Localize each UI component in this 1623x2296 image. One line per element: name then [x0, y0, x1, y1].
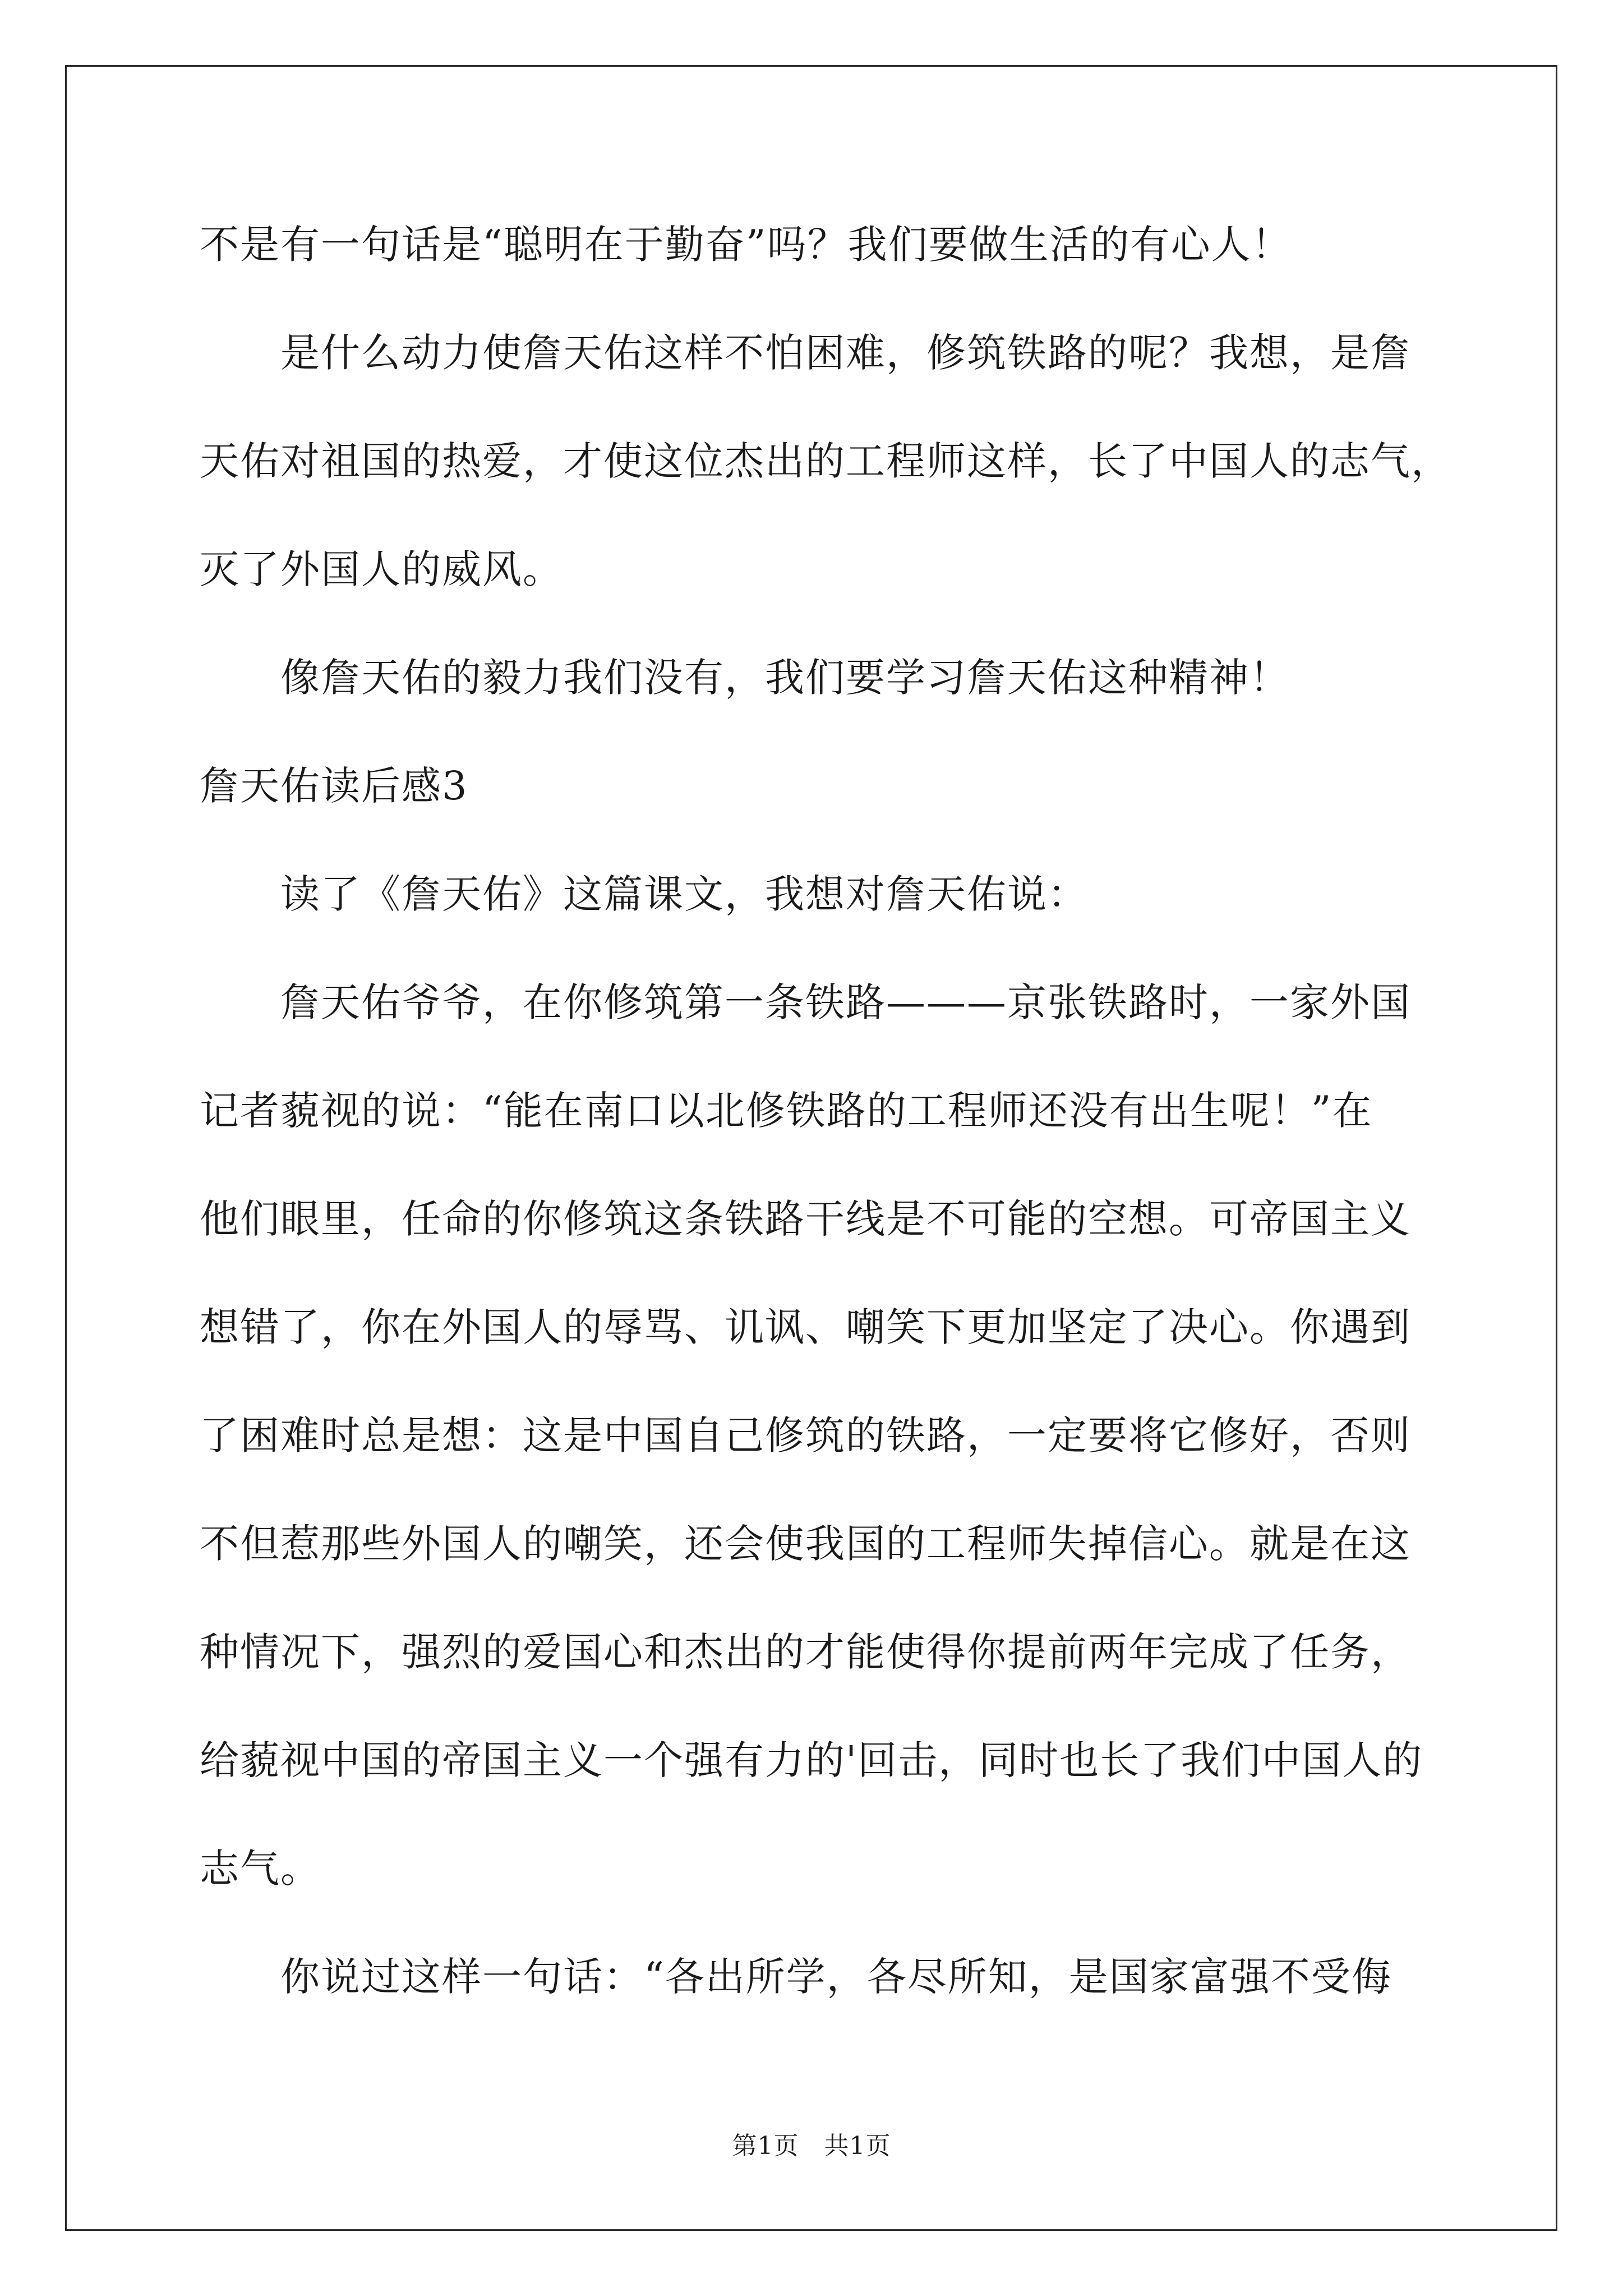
section-heading: 詹天佑读后感3: [200, 763, 468, 809]
text-line: 不但惹那些外国人的嘲笑，还会使我国的工程师失掉信心。就是在这: [200, 1521, 1411, 1567]
text-line: 不是有一句话是“聪明在于勤奋”吗？我们要做生活的有心人！: [200, 222, 1292, 268]
page-footer: 第1页 共1页: [732, 2132, 891, 2160]
text-line: 你说过这样一句话：“各出所学，各尽所知，是国家富强不受侮: [280, 1954, 1392, 2000]
text-line: 种情况下，强烈的爱国心和杰出的才能使得你提前两年完成了任务，: [200, 1629, 1411, 1675]
text-line: 他们眼里，任命的你修筑这条铁路干线是不可能的空想。可帝国主义: [200, 1196, 1411, 1242]
text-line: 读了《詹天佑》这篇课文，我想对詹天佑说：: [280, 871, 1088, 917]
text-line: 志气。: [200, 1846, 321, 1892]
text-line: 想错了，你在外国人的辱骂、讥讽、嘲笑下更加坚定了决心。你遇到: [200, 1304, 1411, 1350]
text-line: 给藐视中国的帝国主义一个强有力的'回击，同时也长了我们中国人的: [200, 1737, 1423, 1783]
text-line: 记者藐视的说：“能在南口以北修铁路的工程师还没有出生呢！”在: [200, 1088, 1373, 1134]
text-line: 天佑对祖国的热爱，才使这位杰出的工程师这样，长了中国人的志气，: [200, 438, 1451, 484]
text-line: 灭了外国人的威风。: [200, 546, 563, 592]
text-line: 詹天佑爷爷，在你修筑第一条铁路———京张铁路时，一家外国: [280, 979, 1411, 1025]
text-line: 像詹天佑的毅力我们没有，我们要学习詹天佑这种精神！: [280, 655, 1290, 701]
text-line: 了困难时总是想：这是中国自己修筑的铁路，一定要将它修好，否则: [200, 1412, 1411, 1458]
document-body: [200, 191, 1451, 2031]
text-line: 是什么动力使詹天佑这样不怕困难，修筑铁路的呢？我想，是詹: [280, 330, 1411, 376]
